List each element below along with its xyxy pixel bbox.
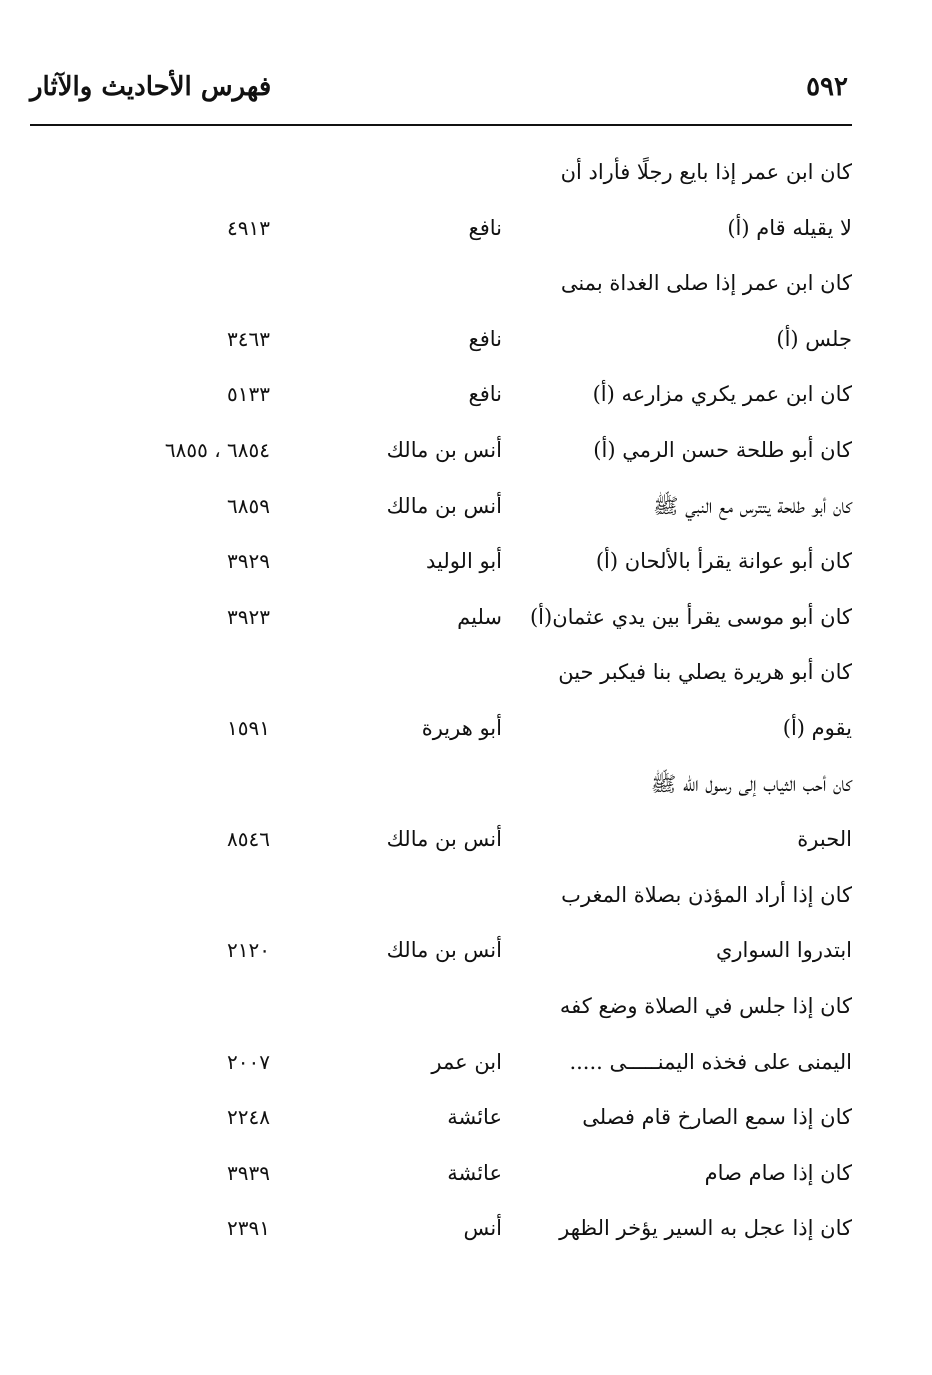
hadith-text: ابتدروا السواري <box>715 938 852 963</box>
hadith-text: لا يقيله قام (أ) <box>727 215 852 240</box>
narrator-name: سليم <box>457 604 502 629</box>
hadith-text: كان ابن عمر إذا بايع رجلًا فأراد أن <box>560 160 852 184</box>
list-item <box>0 430 932 470</box>
narrator-name: أنس <box>463 1216 502 1241</box>
list-item <box>0 930 932 970</box>
hadith-text: كان إذا أراد المؤذن بصلاة المغرب <box>561 882 852 907</box>
list-item <box>0 875 932 915</box>
hadith-numbers: ٢٣٩١ <box>227 1216 270 1241</box>
narrator-name: نافع <box>468 382 502 407</box>
hadith-numbers: ٣٩٣٩ <box>227 1160 270 1185</box>
hadith-numbers: ١٥٩١ <box>227 716 270 740</box>
list-item <box>0 597 932 637</box>
hadith-text: اليمنى على فخذه اليمنـــــى ..... <box>569 1049 852 1074</box>
narrator-name: أنس بن مالك <box>386 938 502 963</box>
hadith-numbers: ٣٩٢٩ <box>227 549 270 574</box>
list-item <box>0 1042 932 1082</box>
page-title: فهرس الأحاديث والآثار <box>30 72 272 102</box>
hadith-text: يقوم (أ) <box>782 716 852 740</box>
hadith-text: كان أبو عوانة يقرأ بالألحان (أ) <box>595 549 852 574</box>
narrator-name: عائشة <box>447 1160 502 1185</box>
hadith-numbers: ٤٩١٣ <box>227 215 270 240</box>
list-item <box>0 764 932 804</box>
hadith-text: كان أبو موسى يقرأ بين يدي عثمان(أ) <box>529 604 852 629</box>
hadith-text: الحبرة <box>797 827 852 852</box>
hadith-numbers: ٦٨٥٤ ، ٦٨٥٥ <box>164 438 270 462</box>
list-item <box>0 819 932 859</box>
list-item <box>0 486 932 526</box>
narrator-name: أبو الوليد <box>425 549 502 574</box>
list-item <box>0 152 932 192</box>
list-item <box>0 1097 932 1137</box>
hadith-text: كان أبو هريرة يصلي بنا فيكبر حين <box>558 660 852 685</box>
hadith-text: كان أبو طلحة حسن الرمي (أ) <box>593 438 852 462</box>
list-item <box>0 1208 932 1248</box>
list-item <box>0 708 932 748</box>
hadith-numbers: ٦٨٥٩ <box>227 493 270 518</box>
narrator-name: عائشة <box>447 1105 502 1130</box>
hadith-text: كان إذا جلس في الصلاة وضع كفه <box>559 994 852 1018</box>
narrator-name: أبو هريرة <box>421 716 502 740</box>
hadith-text: كان ابن عمر إذا صلى الغداة بمنى <box>560 271 852 296</box>
list-item <box>0 263 932 303</box>
hadith-numbers: ٢٢٤٨ <box>227 1105 270 1130</box>
hadith-numbers: ٢٠٠٧ <box>227 1049 270 1074</box>
page-number: ٥٩٢ <box>806 72 848 102</box>
hadith-text: كان إذا عجل به السير يؤخر الظهر <box>559 1216 852 1241</box>
hadith-numbers: ٣٤٦٣ <box>227 326 270 351</box>
hadith-text: كان ابن عمر يكري مزارعه (أ) <box>592 382 852 407</box>
narrator-name: أنس بن مالك <box>386 438 502 462</box>
list-item <box>0 986 932 1026</box>
hadith-text: جلس (أ) <box>776 326 852 351</box>
hadith-text: كان أبو طلحة يتترس مع النبي ﷺ <box>653 493 852 518</box>
list-item <box>0 652 932 692</box>
narrator-name: نافع <box>468 326 502 351</box>
list-item <box>0 1153 932 1193</box>
hadith-numbers: ٢١٢٠ <box>227 938 270 963</box>
list-item <box>0 319 932 359</box>
narrator-name: ابن عمر <box>431 1049 502 1074</box>
hadith-numbers: ٥١٣٣ <box>227 382 270 407</box>
list-item <box>0 374 932 414</box>
list-item <box>0 208 932 248</box>
hadith-text: كان أحب الثياب إلى رسول الله ﷺ <box>650 771 852 796</box>
hadith-text: كان إذا صام صام <box>704 1160 852 1185</box>
narrator-name: أنس بن مالك <box>386 827 502 852</box>
hadith-numbers: ٣٩٢٣ <box>227 604 270 629</box>
narrator-name: أنس بن مالك <box>386 493 502 518</box>
hadith-numbers: ٨٥٤٦ <box>227 827 270 852</box>
list-item <box>0 541 932 581</box>
hadith-text: كان إذا سمع الصارخ قام فصلى <box>582 1105 852 1130</box>
narrator-name: نافع <box>468 215 502 240</box>
header-divider <box>30 124 852 126</box>
